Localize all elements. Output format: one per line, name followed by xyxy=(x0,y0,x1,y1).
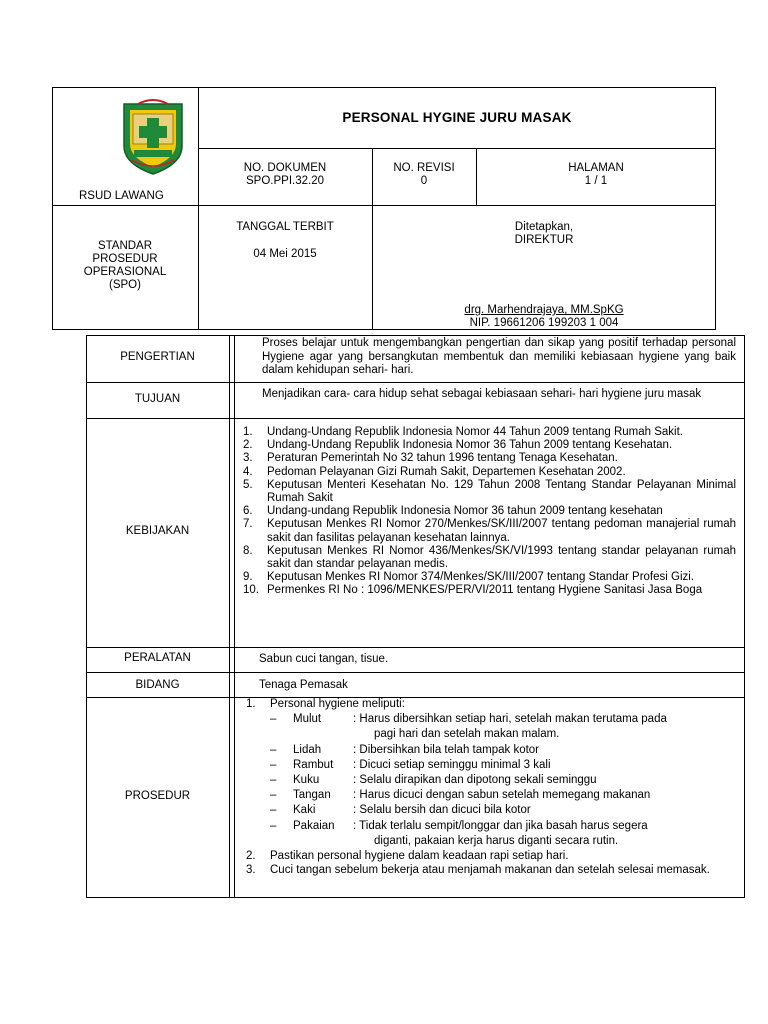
prosedur-sub-name: Tangan xyxy=(293,789,331,802)
prosedur-sub-desc: : Dicuci setiap seminggu minimal 3 kali xyxy=(353,758,551,771)
prosedur-sub-name: Rambut xyxy=(293,758,334,771)
director-nip: NIP. 19661206 199203 1 004 xyxy=(469,317,619,329)
kebijakan-item xyxy=(243,479,736,505)
header-divider xyxy=(198,148,716,149)
issue-date-label: TANGGAL TERBIT xyxy=(236,221,334,233)
kebijakan-item xyxy=(243,439,736,452)
kebijakan-item xyxy=(243,452,736,465)
prosedur-sub-name: Kuku xyxy=(293,773,320,786)
kebijakan-text: Permenkes RI No : 1096/MENKES/PER/VI/2011 tentang Hygiene Sanitasi Jasa Boga xyxy=(267,584,703,597)
revision-value: 0 xyxy=(420,175,428,187)
kebijakan-text: Pedoman Pelayanan Gizi Rumah Sakit, Departemen Kesehatan 2002. xyxy=(267,465,626,478)
prosedur-text: Pastikan personal hygiene dalam keadaan rapi setiap hari. xyxy=(270,849,569,862)
hospital-logo-icon xyxy=(118,98,188,176)
table-divider xyxy=(229,335,230,898)
table-divider xyxy=(86,647,745,648)
bidang-label: BIDANG xyxy=(135,679,180,691)
bidang-text: Tenaga Pemasak xyxy=(259,679,348,691)
prosedur-sub-cont: diganti, pakaian kerja harus diganti secara rutin. xyxy=(374,834,619,847)
prosedur-text: Cuci tangan sebelum bekerja atau menjamah makanan dan setelah selesai memasak. xyxy=(270,864,710,877)
doc-number-value: SPO.PPI.32.20 xyxy=(246,175,324,187)
prosedur-sub-desc: : Dibersihkan bila telah tampak kotor xyxy=(353,743,540,756)
page-value: 1 / 1 xyxy=(584,175,608,187)
kebijakan-item xyxy=(243,571,736,584)
prosedur-subitem xyxy=(246,743,738,758)
prosedur-sublist xyxy=(246,712,738,849)
kebijakan-text: Keputusan Menteri Kesehatan No. 129 Tahun 2008 Tentang Standar Pelayanan Minimal Rumah Sakit xyxy=(267,478,736,505)
hospital-name: RSUD LAWANG xyxy=(79,190,164,202)
prosedur-item xyxy=(246,697,738,712)
prosedur-number: 2. xyxy=(246,849,256,862)
prosedur-sub-dash: – xyxy=(270,819,277,832)
kebijakan-number: 5. xyxy=(243,478,253,491)
director-name: drg. Marhendrajaya, MM.SpKG xyxy=(464,304,624,316)
document-title: PERSONAL HYGINE JURU MASAK xyxy=(342,110,572,125)
kebijakan-text: Peraturan Pemerintah No 32 tahun 1996 tentang Tenaga Kesehatan. xyxy=(267,452,618,465)
pengertian-text: Proses belajar untuk mengembangkan pengertian dan sikap yang positif terhadap personal Hygiene agar yang bersangkutan membentuk dan memiliki kebiasaan hygiene yang baik dalam kehidupan sehari- hari. xyxy=(262,337,736,376)
kebijakan-number: 10. xyxy=(243,584,259,597)
hospital-logo xyxy=(118,98,188,176)
prosedur-subitem xyxy=(246,819,738,834)
prosedur-subitem xyxy=(246,803,738,818)
kebijakan-number: 4. xyxy=(243,465,253,478)
prosedur-sub-dash: – xyxy=(270,804,277,817)
prosedur-subitem-continued xyxy=(246,834,738,849)
kebijakan-item xyxy=(243,545,736,571)
kebijakan-item xyxy=(243,426,736,439)
doc-number-label: NO. DOKUMEN xyxy=(243,162,327,174)
spo-line: STANDAR xyxy=(97,240,153,252)
peralatan-label: PERALATAN xyxy=(124,652,191,664)
kebijakan-number: 7. xyxy=(243,518,253,531)
approved-by: Ditetapkan, xyxy=(514,221,574,233)
prosedur-subitem xyxy=(246,788,738,803)
kebijakan-number: 9. xyxy=(243,571,253,584)
kebijakan-item xyxy=(243,584,736,597)
prosedur-number: 3. xyxy=(246,864,256,877)
tujuan-text: Menjadikan cara- cara hidup sehat sebagai kebiasaan sehari- hari hygiene juru masak xyxy=(262,388,702,400)
kebijakan-text: Undang-Undang Republik Indonesia Nomor 44 Tahun 2009 tentang Rumah Sakit. xyxy=(267,426,683,438)
prosedur-sub-name: Lidah xyxy=(293,743,322,756)
spo-line: OPERASIONAL xyxy=(83,266,167,278)
kebijakan-item xyxy=(243,466,736,479)
spo-label xyxy=(52,240,198,292)
kebijakan-number: 1. xyxy=(243,426,253,438)
prosedur-sub-name: Kaki xyxy=(293,804,316,817)
kebijakan-number: 6. xyxy=(243,505,253,518)
approver-title: DIREKTUR xyxy=(514,234,574,246)
prosedur-sub-dash: – xyxy=(270,758,277,771)
prosedur-item xyxy=(246,864,738,878)
prosedur-sub-desc: : Selalu bersih dan dicuci bila kotor xyxy=(353,804,531,817)
prosedur-sub-dash: – xyxy=(270,713,277,726)
prosedur-label: PROSEDUR xyxy=(124,790,191,802)
table-divider xyxy=(86,382,745,383)
issue-date-value: 04 Mei 2015 xyxy=(253,248,317,260)
header-divider xyxy=(52,205,716,206)
prosedur-sub-name: Mulut xyxy=(293,713,322,726)
prosedur-sub-desc: : Selalu dirapikan dan dipotong sekali seminggu xyxy=(353,773,597,786)
pengertian-label: PENGERTIAN xyxy=(120,351,195,363)
prosedur-subitem-continued xyxy=(246,727,738,742)
prosedur-sub-desc: : Harus dicuci dengan sabun setelah memegang makanan xyxy=(353,789,651,802)
kebijakan-text: Undang-Undang Republik Indonesia Nomor 36 Tahun 2009 tentang Kesehatan. xyxy=(267,439,673,452)
prosedur-item xyxy=(246,849,738,864)
kebijakan-number: 2. xyxy=(243,439,253,452)
prosedur-sub-desc: : Harus dibersihkan setiap hari, setelah makan terutama pada xyxy=(353,713,667,726)
kebijakan-label: KEBIJAKAN xyxy=(125,525,190,537)
kebijakan-number: 8. xyxy=(243,544,253,557)
spo-line: (SPO) xyxy=(109,279,141,291)
prosedur-number: 1. xyxy=(246,698,256,710)
prosedur-list xyxy=(246,697,738,878)
prosedur-sub-cont: pagi hari dan setelah makan malam. xyxy=(374,728,560,741)
prosedur-sub-name: Pakaian xyxy=(293,819,335,832)
peralatan-text: Sabun cuci tangan, tisue. xyxy=(259,653,389,665)
tujuan-label: TUJUAN xyxy=(134,393,181,405)
prosedur-subitem xyxy=(246,758,738,773)
spo-line: PROSEDUR xyxy=(92,253,158,265)
prosedur-sub-dash: – xyxy=(270,773,277,786)
prosedur-sub-desc: : Tidak terlalu sempit/longgar dan jika basah harus segera xyxy=(353,819,648,832)
kebijakan-text: Undang-undang Republik Indonesia Nomor 36 tahun 2009 tentang kesehatan xyxy=(267,505,663,518)
prosedur-sub-dash: – xyxy=(270,789,277,802)
kebijakan-item xyxy=(243,518,736,544)
prosedur-subitem xyxy=(246,712,738,727)
revision-label: NO. REVISI xyxy=(393,162,455,174)
kebijakan-number: 3. xyxy=(243,452,253,465)
kebijakan-text: Keputusan Menkes RI Nomor 270/Menkes/SK/III/2007 tentang pedoman manajerial rumah sakit dan fasilitas pelayanan kesehatan lainnya. xyxy=(267,518,736,544)
table-divider xyxy=(234,335,235,898)
prosedur-subitem xyxy=(246,773,738,788)
kebijakan-list xyxy=(243,426,736,598)
prosedur-sub-dash: – xyxy=(270,743,277,756)
table-divider xyxy=(86,672,745,673)
kebijakan-item xyxy=(243,505,736,518)
page-label: HALAMAN xyxy=(568,162,624,174)
kebijakan-text: Keputusan Menkes RI Nomor 374/Menkes/SK/III/2007 tentang Standar Profesi Gizi. xyxy=(267,571,695,584)
table-divider xyxy=(86,418,745,419)
kebijakan-text: Keputusan Menkes RI Nomor 436/Menkes/SK/VI/1993 tentang standar pelayanan rumah sakit dan standar pelayanan medis. xyxy=(267,544,736,571)
prosedur-text: Personal hygiene meliputi: xyxy=(270,698,405,710)
